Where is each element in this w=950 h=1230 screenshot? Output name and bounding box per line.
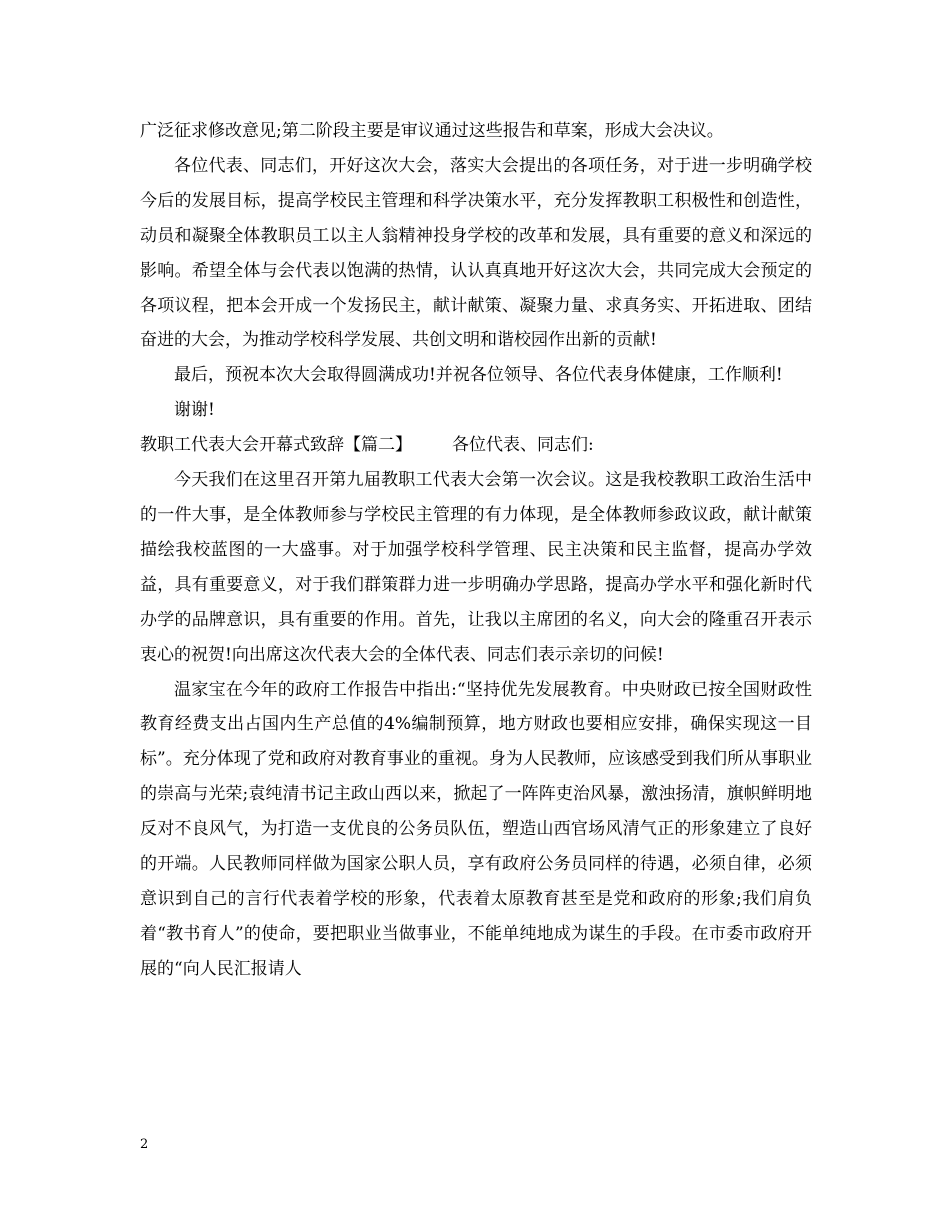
paragraph-continuation: 广泛征求修改意见;第二阶段主要是审议通过这些报告和草案，形成大会决议。 <box>140 121 724 141</box>
document-body <box>140 114 812 987</box>
paragraph-closing-wishes: 最后，预祝本次大会取得圆满成功!并祝各位领导、各位代表身体健康，工作顺利! <box>174 365 783 386</box>
paragraph-thanks: 谢谢! <box>174 400 215 421</box>
paragraph-government-report: 温家宝在今年的政府工作报告中指出:“坚持优先发展教育。中央财政已按全国财政性教育经费支出占国内生产总值的4%编制预算，地方财政也要相应安排，确保实现这一目标”。充分体现了党和政府对教育事业的重视。身为人民教师，应该感受到我们所从事职业的崇高与光荣;袁纯清书记主政山西以来，掀起了一阵阵吏治风暴，激浊扬清，旗帜鲜明地反对不良风气，为打造一支优良的公务员队伍，塑造山西官场风清气正的形象建立了良好的开端。人民教师同样做为国家公职人员，享有政府公务员同样的待遇，必须自律，必须意识到自己的言行代表着学校的形象，代表着太原教育甚至是党和政府的形象;我们肩负着“教书育人”的使命，要把职业当做事业，不能单纯地成为谋生的手段。在市委市政府开展的“向人民汇报请人 <box>140 679 812 979</box>
salutation: 各位代表、同志们: <box>452 435 594 456</box>
section-heading-line <box>140 428 812 463</box>
page-number: 2 <box>140 1137 149 1152</box>
paragraph-hopes: 各位代表、同志们，开好这次大会，落实大会提出的各项任务，对于进一步明确学校今后的发展目标，提高学校民主管理和科学决策水平，充分发挥教职工积极性和创造性，动员和凝聚全体教职员工以主人翁精神投身学校的改革和发展，具有重要的意义和深远的影响。希望全体与会代表以饱满的热情，认认真真地开好这次大会，共同完成大会预定的各项议程，把本会开成一个发扬民主，献计献策、凝聚力量、求真务实、开拓进取、团结奋进的大会，为推动学校科学发展、共创文明和谐校园作出新的贡献! <box>140 155 812 351</box>
section-heading: 教职工代表大会开幕式致辞【篇二】 <box>140 435 412 456</box>
paragraph-opening: 今天我们在这里召开第九届教职工代表大会第一次会议。这是我校教职工政治生活中的一件大事，是全体教师参与学校民主管理的有力体现，是全体教师参政议政，献计献策描绘我校蓝图的一大盛事。对于加强学校科学管理、民主决策和民主监督，提高办学效益，具有重要意义，对于我们群策群力进一步明确办学思路，提高办学水平和强化新时代办学的品牌意识，具有重要的作用。首先，让我以主席团的名义，向大会的隆重召开表示衷心的祝贺!向出席这次代表大会的全体代表、同志们表示亲切的问候! <box>140 470 812 665</box>
